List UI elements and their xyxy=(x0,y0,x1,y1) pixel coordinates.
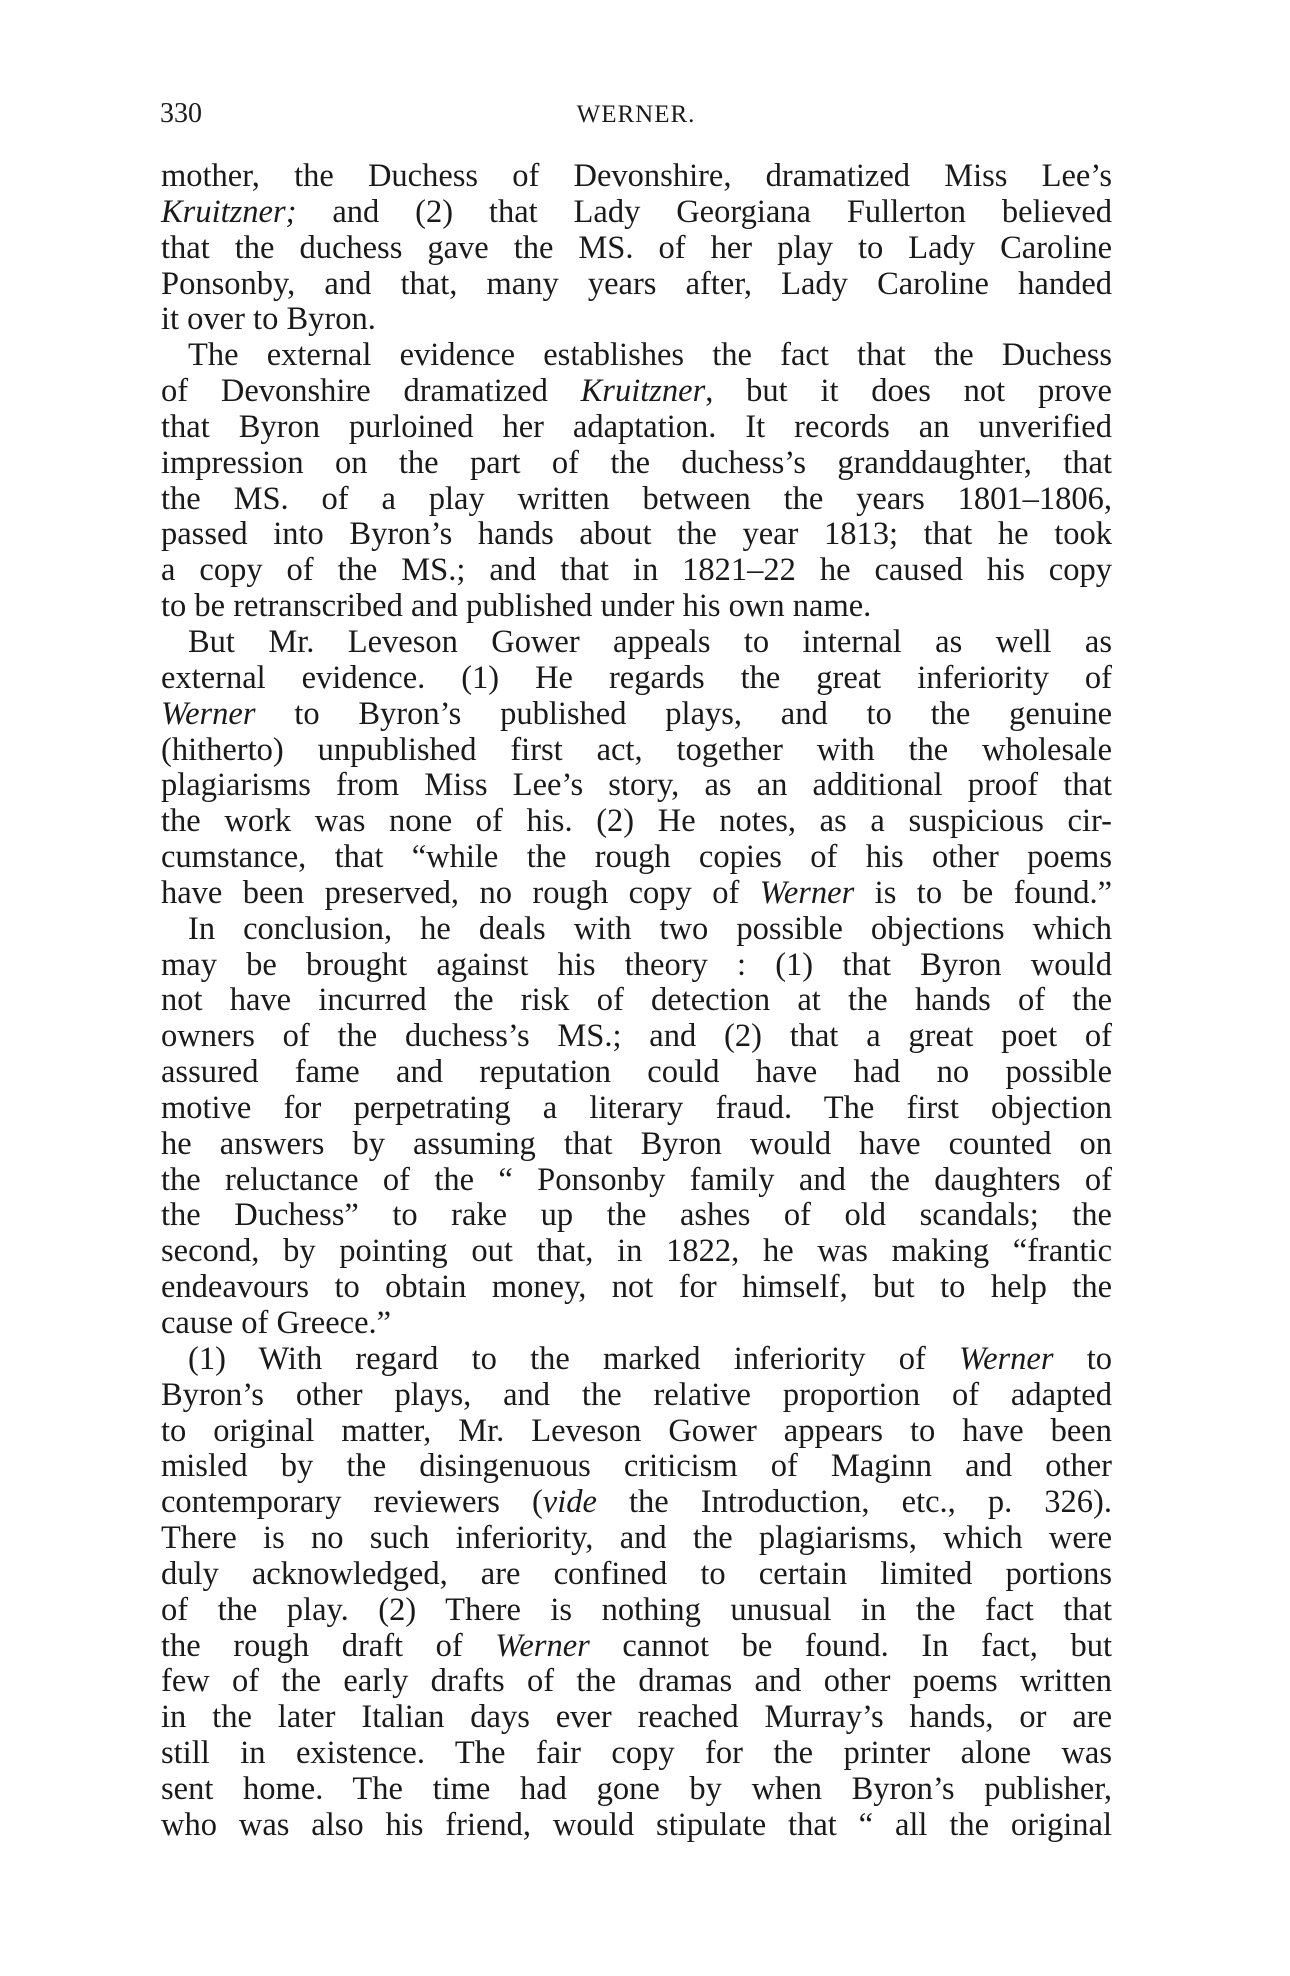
text-segment: assured fame and reputation could have had no possible xyxy=(161,1054,1112,1091)
text-segment: in the later Italian days ever reached Murray’s hands, or are xyxy=(161,1699,1112,1736)
text-line xyxy=(161,1593,1112,1629)
text-segment: the Duchess” to rake up the ashes of old scandals; the xyxy=(161,1197,1112,1234)
text-segment: , but it does not prove xyxy=(705,373,1112,410)
text-line xyxy=(161,840,1112,876)
running-head: WERNER. xyxy=(576,101,696,128)
text-line xyxy=(161,1664,1112,1700)
text-segment: plagiarisms from Miss Lee’s story, as an additional proof that xyxy=(161,767,1112,804)
italic-text: Werner xyxy=(759,874,855,911)
text-line xyxy=(161,446,1112,482)
text-line xyxy=(161,1414,1112,1450)
text-segment: have been preserved, no rough copy of xyxy=(161,874,760,911)
body-text xyxy=(161,159,1112,1844)
text-segment: sent home. The time had gone by when Byron’s publisher, xyxy=(161,1770,1112,1807)
text-segment: In conclusion, he deals with two possible objections which xyxy=(188,910,1112,947)
text-segment: and (2) that Lady Georgiana Fullerton believed xyxy=(296,193,1112,230)
text-line xyxy=(161,1629,1112,1665)
text-segment: cannot be found. In fact, but xyxy=(589,1627,1112,1664)
italic-text: Werner xyxy=(495,1627,590,1664)
text-line xyxy=(161,1055,1112,1091)
text-segment: to xyxy=(1053,1340,1112,1377)
text-line xyxy=(161,1521,1112,1557)
text-segment: the rough draft of xyxy=(161,1627,496,1664)
text-line xyxy=(161,195,1112,231)
text-segment: cause of Greece.” xyxy=(161,1305,392,1341)
text-line xyxy=(161,625,1112,661)
text-segment: not have incurred the risk of detection at the hands of the xyxy=(161,982,1112,1019)
text-line xyxy=(161,1485,1112,1521)
text-line xyxy=(161,1342,1112,1378)
text-segment: (1) With regard to the marked inferiority of xyxy=(188,1340,959,1377)
text-segment: he answers by assuming that Byron would have counted on xyxy=(161,1125,1112,1162)
text-line xyxy=(161,661,1112,697)
italic-text: vide xyxy=(542,1484,597,1521)
text-segment: who was also his friend, would stipulate that “ all the original xyxy=(161,1806,1112,1843)
text-line xyxy=(161,1378,1112,1414)
text-line xyxy=(161,338,1112,374)
text-segment: of Devonshire dramatized xyxy=(161,373,581,410)
text-segment: mother, the Duchess of Devonshire, dramatized Miss Lee’s xyxy=(161,158,1112,194)
text-segment: few of the early drafts of the dramas and other poems written xyxy=(161,1663,1112,1700)
text-line xyxy=(161,1163,1112,1199)
text-line xyxy=(161,983,1112,1019)
text-segment: second, by pointing out that, in 1822, he was making “frantic xyxy=(161,1233,1112,1270)
text-segment: The external evidence establishes the fact that the Duchess xyxy=(188,337,1112,374)
text-segment: contemporary reviewers ( xyxy=(161,1484,543,1521)
text-line xyxy=(161,1700,1112,1736)
text-segment: cumstance, that “while the rough copies of his other poems xyxy=(161,839,1112,876)
text-segment: is to be found.” xyxy=(854,874,1112,911)
text-segment: to Byron’s published plays, and to the genuine xyxy=(255,695,1112,732)
page-header xyxy=(160,98,1112,138)
text-line xyxy=(161,589,1112,625)
text-line xyxy=(161,1091,1112,1127)
text-line xyxy=(161,912,1112,948)
text-segment: passed into Byron’s hands about the year 1813; that he took xyxy=(161,516,1112,553)
text-line xyxy=(161,1557,1112,1593)
text-segment: it over to Byron. xyxy=(161,301,376,338)
text-line xyxy=(161,1127,1112,1163)
text-line xyxy=(161,410,1112,446)
text-line xyxy=(161,1772,1112,1808)
text-segment: that Byron purloined her adaptation. It records an unverified xyxy=(161,408,1112,445)
page-number: 330 xyxy=(160,98,202,129)
text-line xyxy=(161,733,1112,769)
text-line xyxy=(161,948,1112,984)
text-line xyxy=(161,159,1112,195)
text-line xyxy=(161,374,1112,410)
italic-text: Werner xyxy=(161,695,256,732)
text-line xyxy=(161,482,1112,518)
text-segment: the Introduction, etc., p. 326). xyxy=(596,1484,1112,1521)
text-line xyxy=(161,1270,1112,1306)
text-segment: But Mr. Leveson Gower appeals to internal as well as xyxy=(188,623,1112,660)
text-segment: still in existence. The fair copy for the printer alone was xyxy=(161,1735,1112,1772)
text-segment: the reluctance of the “ Ponsonby family and the daughters of xyxy=(161,1161,1112,1198)
text-segment: may be brought against his theory : (1) that Byron would xyxy=(161,946,1112,983)
text-segment: There is no such inferiority, and the plagiarisms, which were xyxy=(161,1520,1112,1557)
italic-text: Kruitzner xyxy=(580,373,706,410)
text-segment: a copy of the MS.; and that in 1821–22 he caused his copy xyxy=(161,552,1112,589)
text-line xyxy=(161,302,1112,338)
text-segment: misled by the disingenuous criticism of Maginn and other xyxy=(161,1448,1112,1485)
text-segment: owners of the duchess’s MS.; and (2) that a great poet of xyxy=(161,1018,1112,1055)
text-segment: the work was none of his. (2) He notes, as a suspicious cir- xyxy=(161,803,1112,840)
text-line xyxy=(161,804,1112,840)
text-segment: to be retranscribed and published under his own name. xyxy=(161,588,872,625)
text-segment: Byron’s other plays, and the relative proportion of adapted xyxy=(161,1376,1112,1413)
text-line xyxy=(161,1808,1112,1844)
text-line xyxy=(161,1306,1112,1342)
text-line xyxy=(161,1449,1112,1485)
text-segment: (hitherto) unpublished first act, together with the wholesale xyxy=(161,731,1112,768)
text-line xyxy=(161,1019,1112,1055)
text-segment: that the duchess gave the MS. of her play to Lady Caroline xyxy=(161,229,1112,266)
text-segment: impression on the part of the duchess’s granddaughter, that xyxy=(161,444,1112,481)
text-line xyxy=(161,876,1112,912)
text-line xyxy=(161,697,1112,733)
text-segment: external evidence. (1) He regards the great inferiority of xyxy=(161,659,1112,696)
text-line xyxy=(161,1198,1112,1234)
text-line xyxy=(161,1234,1112,1270)
text-line xyxy=(161,267,1112,303)
italic-text: Werner xyxy=(959,1340,1054,1377)
text-segment: the MS. of a play written between the years 1801–1806, xyxy=(161,480,1112,517)
text-line xyxy=(161,231,1112,267)
text-segment: duly acknowledged, are confined to certain limited portions xyxy=(161,1555,1112,1592)
text-segment: endeavours to obtain money, not for himself, but to help the xyxy=(161,1269,1112,1306)
text-line xyxy=(161,553,1112,589)
text-line xyxy=(161,517,1112,553)
italic-text: Kruitzner; xyxy=(161,193,297,230)
text-segment: Ponsonby, and that, many years after, Lady Caroline handed xyxy=(161,265,1112,302)
text-line xyxy=(161,1736,1112,1772)
text-segment: of the play. (2) There is nothing unusual in the fact that xyxy=(161,1591,1112,1628)
text-line xyxy=(161,768,1112,804)
text-segment: motive for perpetrating a literary fraud. The first objection xyxy=(161,1089,1112,1126)
text-segment: to original matter, Mr. Leveson Gower appears to have been xyxy=(161,1412,1112,1449)
